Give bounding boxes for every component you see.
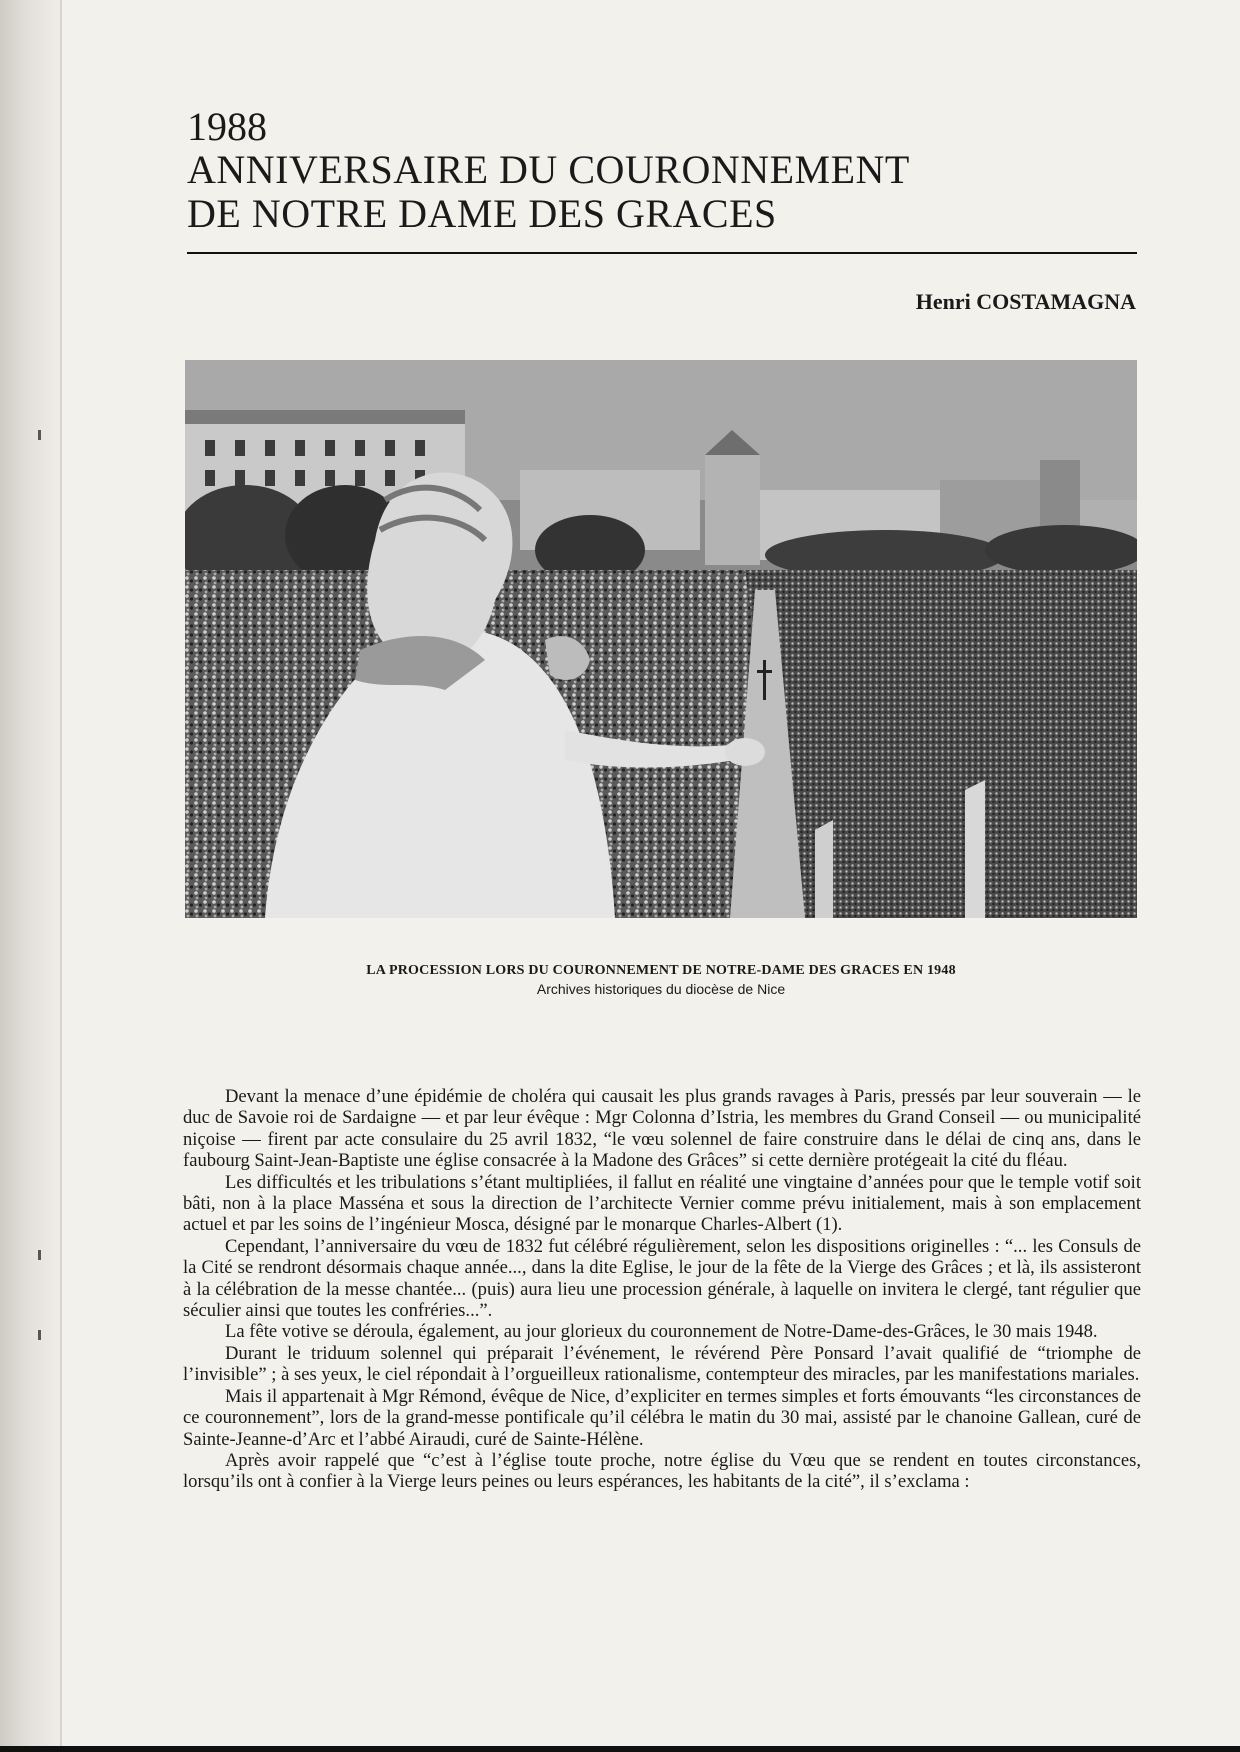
margin-mark <box>38 430 41 440</box>
caption-credit: Archives historiques du diocèse de Nice <box>536 981 786 997</box>
paragraph: La fête votive se déroula, également, au jour glorieux du couronnement de Notre-Dame-des-Grâces, le 30 mais 1948. <box>225 1321 1098 1343</box>
article-author: Henri COSTAMAGNA <box>915 289 1136 314</box>
paragraph: Devant la menace d’une épidémie de choléra qui causait les plus grands ravages à Paris, pressés par leur souverain — le duc de Savoie roi de Sardaigne — et par leur évêque : Mgr Colonna d’Istria, les membres du Grand Conseil — ou municipalité niçoise — firent par acte consulaire du 25 avril 1832, “le vœu solennel de faire construire dans le délai de cinq ans, dans le faubourg Saint-Jean-Baptiste une église consacrée à la Madone des Grâces” si cette dernière protégeait la cité du fléau. <box>183 1086 1141 1172</box>
article-title-line-1: ANNIVERSAIRE DU COURONNEMENT <box>187 147 910 192</box>
binding-edge <box>60 0 62 1752</box>
paragraph: Les difficultés et les tribulations s’étant multipliées, il fallut en réalité une vingtaine d’années pour que le temple votif soit bâti, non à la place Masséna et sous la direction de l’architecte Vernier comme prévu initialement, mais à son emplacement actuel et par les soins de l’ingénieur Mosca, désigné par le monarque Charles-Albert (1). <box>183 1171 1141 1236</box>
margin-mark <box>38 1250 41 1260</box>
article-title-line-2: DE NOTRE DAME DES GRACES <box>187 191 777 236</box>
margin-mark <box>38 1330 41 1340</box>
article-header <box>187 106 1137 236</box>
paragraph: Durant le triduum solennel qui préparait l’événement, le révérend Père Ponsard l’avait qualifié de “triomphe de l’invisible” ; à ses yeux, le ciel répondait à l’orgueilleux rationalisme, contempteur des miracles, par les manifestations mariales. <box>183 1342 1141 1386</box>
title-rule <box>187 252 1137 254</box>
caption-title: LA PROCESSION LORS DU COURONNEMENT DE NOTRE-DAME DES GRACES EN 1948 <box>366 963 956 978</box>
photo-caption <box>185 963 1137 997</box>
page-gutter <box>0 0 62 1752</box>
article-year: 1988 <box>187 104 267 149</box>
paragraph: Cependant, l’anniversaire du vœu de 1832 fut célébré régulièrement, selon les dispositions originelles : “... les Consuls de la Cité se rendront désormais chaque année..., dans la dite Eglise, le jour de la fête de la Vierge des Grâces ; et là, ils assisteront à la célébration de la messe chantée... (puis) aura lieu une procession générale, à laquelle on invitera le clergé, tant régulier que séculier ainsi que toutes les confréries...”. <box>183 1235 1141 1322</box>
paragraph: Mais il appartenait à Mgr Rémond, évêque de Nice, d’expliciter en termes simples et forts émouvants “les circonstances de ce couronnement”, lors de la grand-messe pontificale qu’il célébra le matin du 30 mai, assisté par le chanoine Gallean, curé de Sainte-Jeanne-d’Arc et l’abbé Airaudi, curé de Sainte-Hélène. <box>183 1385 1141 1450</box>
paragraph: Après avoir rappelé que “c’est à l’église toute proche, notre église du Vœu que se rendent en toutes circonstances, lorsqu’ils ont à confier à la Vierge leurs peines ou leurs espérances, les habitants de la cité”, il s’exclama : <box>183 1449 1141 1493</box>
article-body <box>183 1086 1141 1493</box>
page-bottom-edge <box>0 1746 1240 1752</box>
procession-photo <box>185 360 1137 918</box>
